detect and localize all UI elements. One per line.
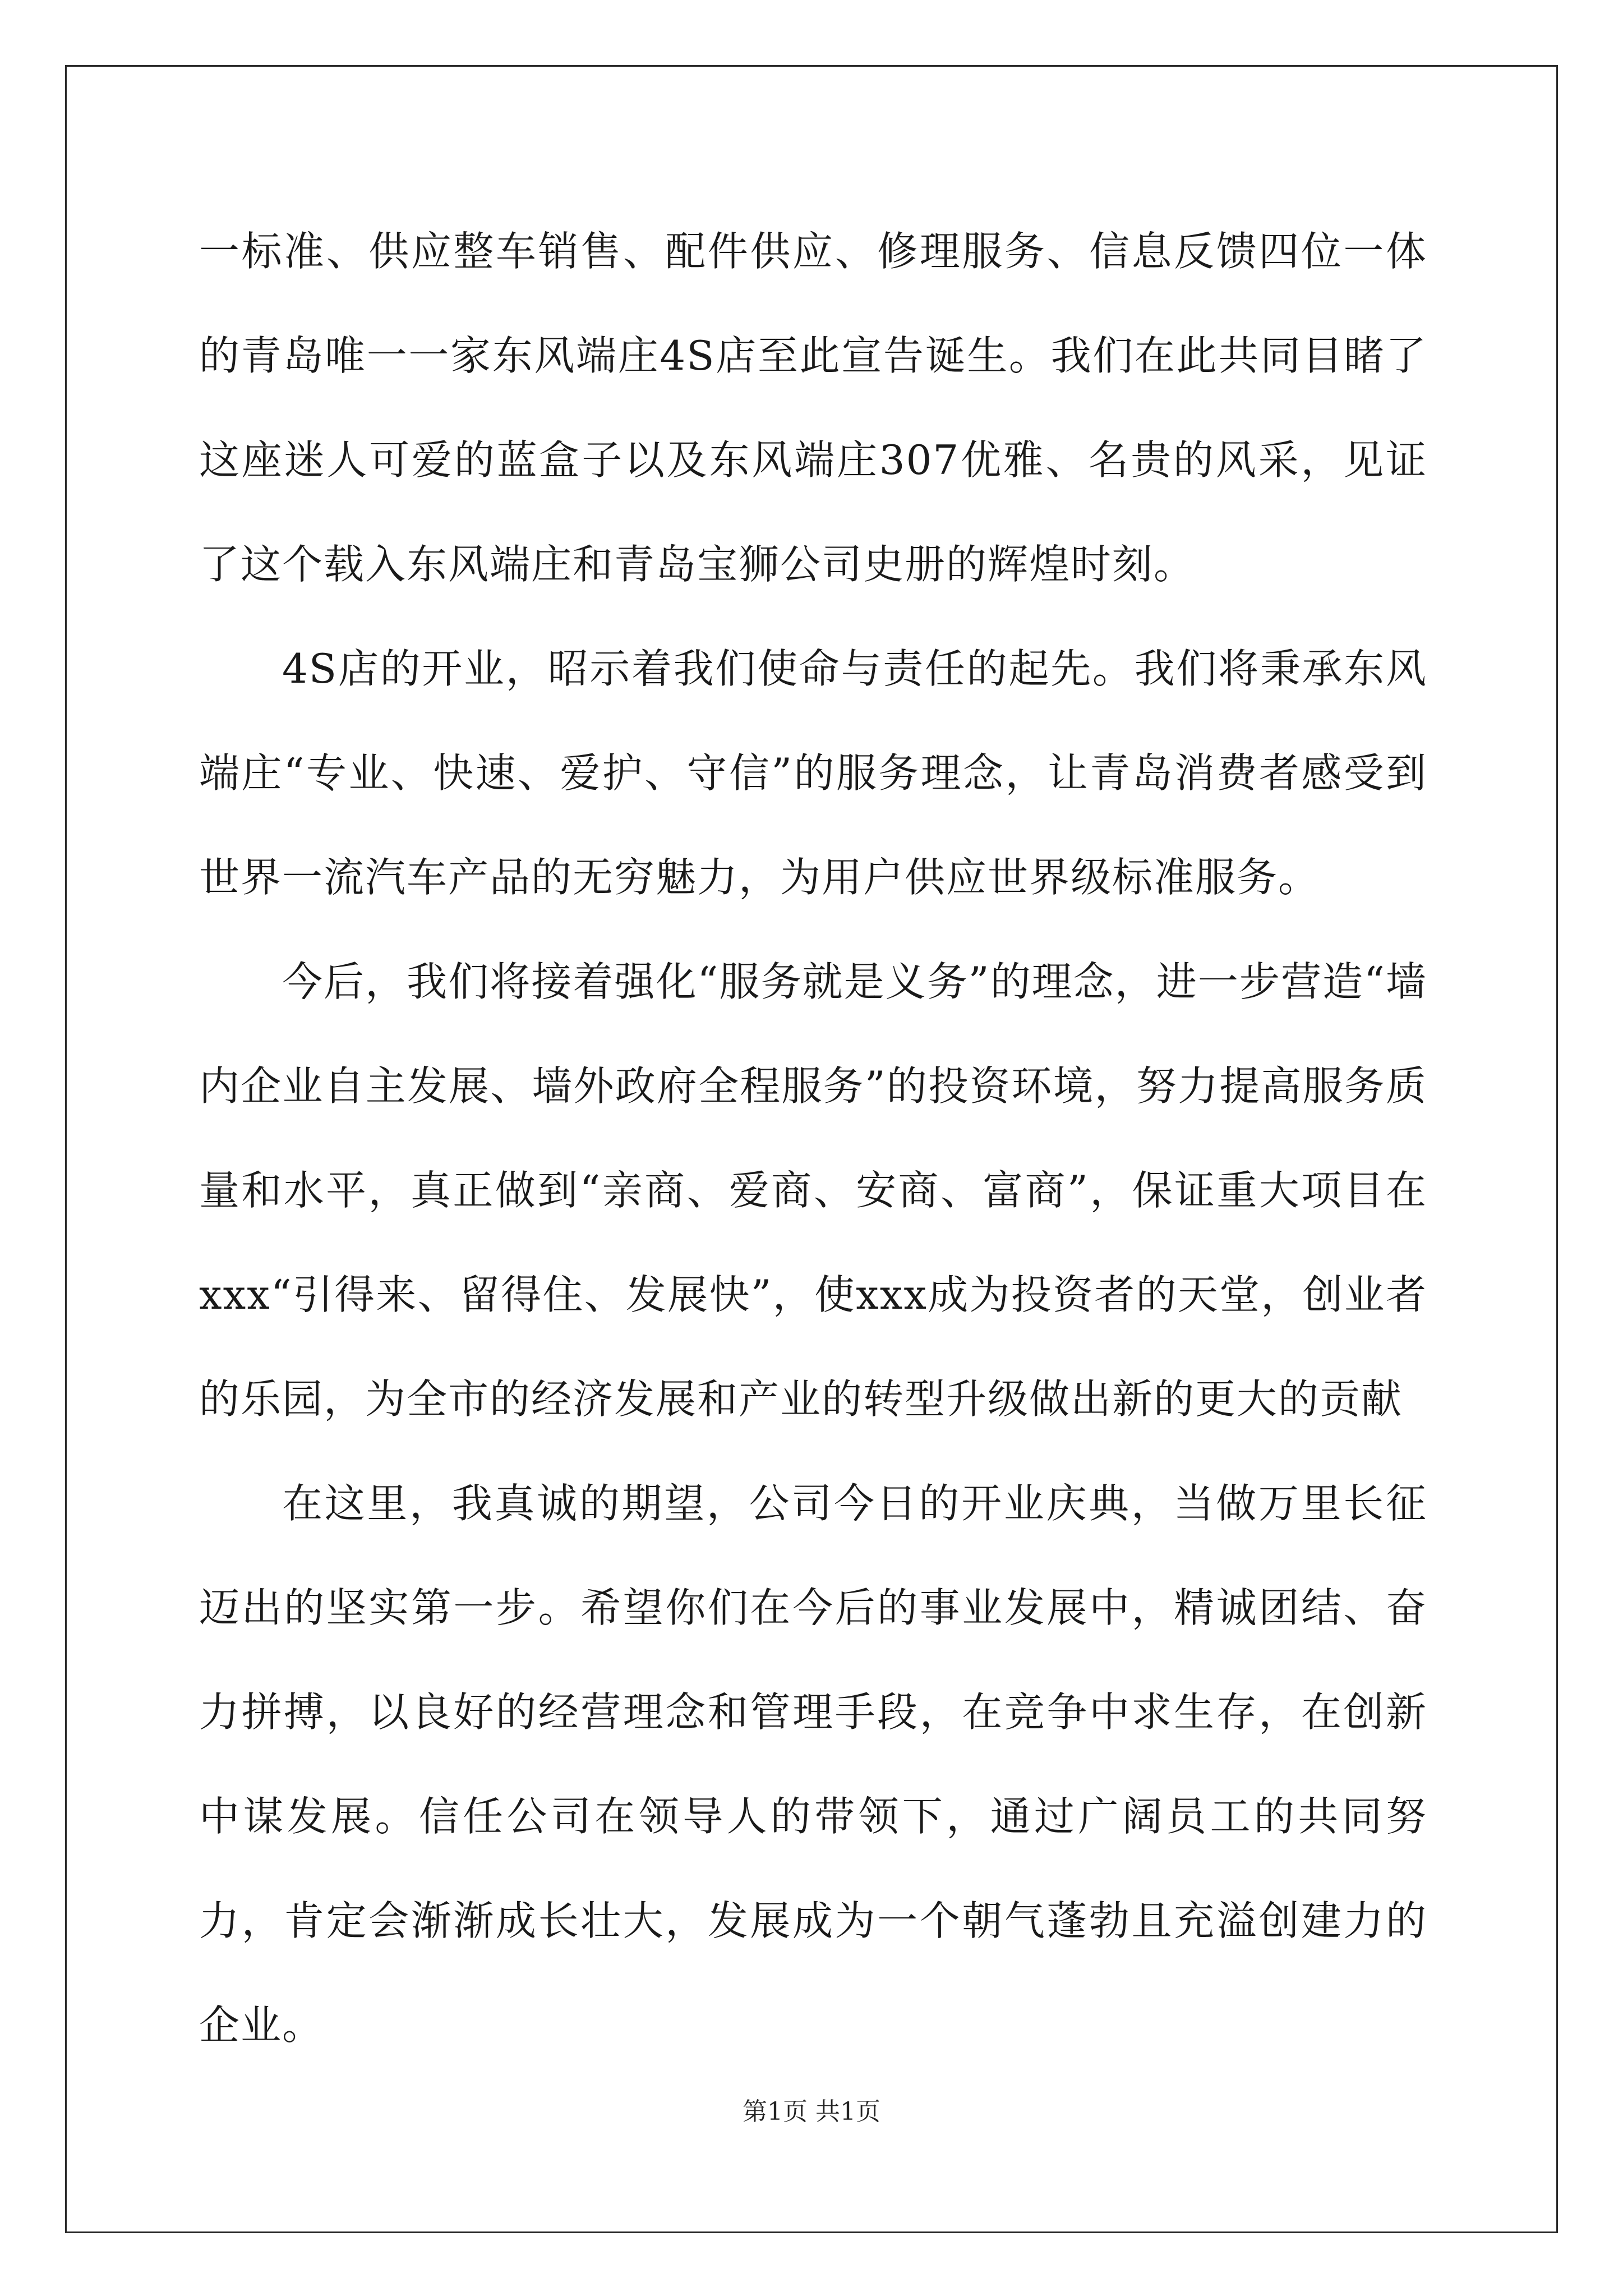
paragraph-4: 在这里，我真诚的期望，公司今日的开业庆典，当做万里长征迈出的坚实第一步。希望你们在今后的事业发展中，精诚团结、奋力拼搏，以良好的经营理念和管理手段，在竞争中求生存，在创新中谋发展。信任公司在领导人的带领下，通过广阔员工的共同努力，肯定会渐渐成长壮大，发展成为一个朝气蓬勃且充溢创建力的企业。: [199, 1480, 1427, 2049]
page-number-footer: 第1页 共1页: [743, 2097, 880, 2126]
paragraph-2: 4S店的开业，昭示着我们使命与责任的起先。我们将秉承东风端庄“专业、快速、爱护、守信”的服务理念，让青岛消费者感受到世界一流汽车产品的无穷魅力，为用户供应世界级标准服务。: [199, 645, 1427, 901]
paragraph-1: 一标准、供应整车销售、配件供应、修理服务、信息反馈四位一体的青岛唯一一家东风端庄4S店至此宣告诞生。我们在此共同目睹了这座迷人可爱的蓝盒子以及东风端庄307优雅、名贵的风采，见证了这个载入东风端庄和青岛宝狮公司史册的辉煌时刻。: [199, 228, 1427, 588]
paragraph-3: 今后，我们将接着强化“服务就是义务”的理念，进一步营造“墙内企业自主发展、墙外政府全程服务”的投资环境，努力提高服务质量和水平，真正做到“亲商、爱商、安商、富商”，保证重大项目在xxx“引得来、留得住、发展快”，使xxx成为投资者的天堂，创业者的乐园，为全市的经济发展和产业的转型升级做出新的更大的贡献: [199, 958, 1427, 1423]
document-body: [199, 199, 1427, 2077]
